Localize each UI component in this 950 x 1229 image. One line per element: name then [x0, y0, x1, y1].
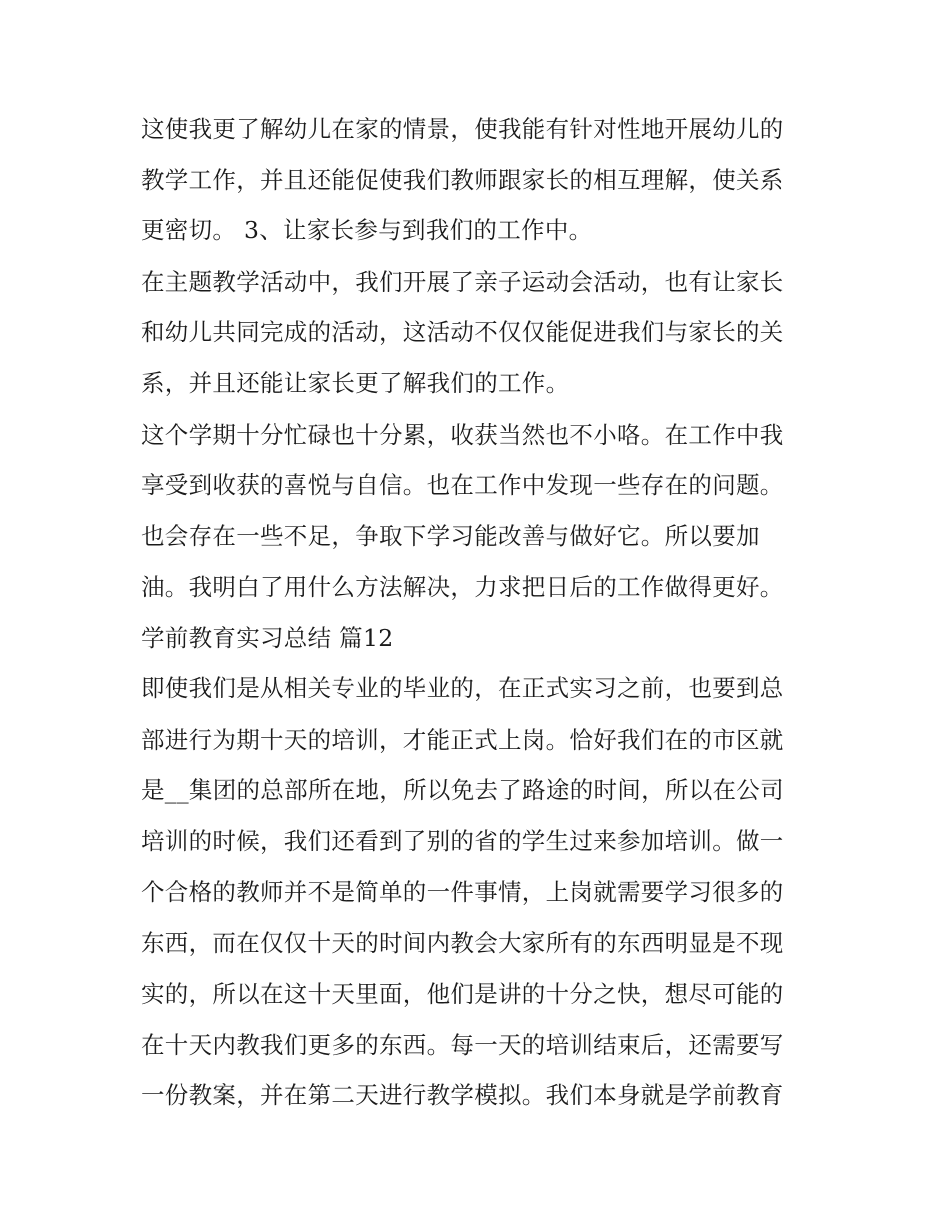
paragraph-line: 东西，而在仅仅十天的时间内教会大家所有的东西明显是不现	[141, 929, 784, 957]
paragraph-line: 这使我更了解幼儿在家的情景，使我能有针对性地开展幼儿的	[141, 115, 784, 143]
paragraph-line: 享受到收获的喜悦与自信。也在工作中发现一些存在的问题。	[141, 471, 784, 499]
paragraph-line: 即使我们是从相关专业的毕业的，在正式实习之前，也要到总	[141, 674, 784, 702]
paragraph-line: 油。我明白了用什么方法解决，力求把日后的工作做得更好。	[141, 573, 784, 601]
paragraph-line: 教学工作，并且还能促使我们教师跟家长的相互理解，使关系	[141, 166, 784, 194]
paragraph-line: 个合格的教师并不是简单的一件事情，上岗就需要学习很多的	[141, 878, 784, 906]
paragraph-line: 系，并且还能让家长更了解我们的工作。	[141, 369, 570, 397]
paragraph-line: 培训的时候，我们还看到了别的省的学生过来参加培训。做一	[141, 827, 784, 855]
paragraph-line: 也会存在一些不足，争取下学习能改善与做好它。所以要加	[141, 522, 760, 550]
paragraph-line: 实的，所以在这十天里面，他们是讲的十分之快，想尽可能的	[141, 980, 784, 1008]
paragraph-line: 更密切。 3、让家长参与到我们的工作中。	[141, 216, 593, 244]
paragraph-line: 部进行为期十天的培训，才能正式上岗。恰好我们在的市区就	[141, 726, 784, 754]
paragraph-line: 和幼儿共同完成的活动，这活动不仅仅能促进我们与家长的关	[141, 318, 784, 346]
paragraph-line: 是__集团的总部所在地，所以免去了路途的时间，所以在公司	[141, 776, 784, 804]
paragraph-line: 一份教案，并在第二天进行教学模拟。我们本身就是学前教育	[141, 1081, 784, 1109]
paragraph-line: 在主题教学活动中，我们开展了亲子运动会活动，也有让家长	[141, 268, 784, 296]
section-heading: 学前教育实习总结 篇12	[141, 624, 394, 652]
paragraph-line: 在十天内教我们更多的东西。每一天的培训结束后，还需要写	[141, 1031, 784, 1059]
paragraph-line: 这个学期十分忙碌也十分累，收获当然也不小咯。在工作中我	[141, 421, 784, 449]
